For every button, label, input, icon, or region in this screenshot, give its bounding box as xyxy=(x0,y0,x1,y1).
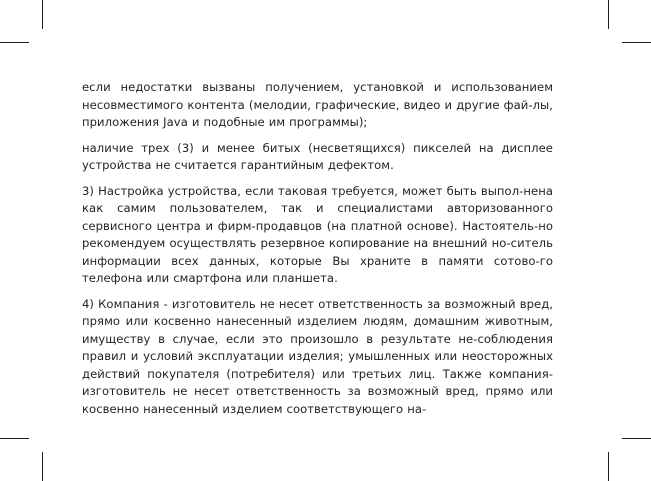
paragraph-device-setup: 3) Настройка устройства, если таковая требуется, может быть выпол-нена как самим пользователем, так и специалистами авторизованного сервисного центра и фирм-продавцов (на платной основе). Настоятель-но рекомендуем осуществлять резервное копирование на внешний но-ситель информации всех данных, которые Вы храните в памяти сотово-го телефона или смартфона или планшета. xyxy=(82,183,553,285)
crop-mark-top-left-vertical xyxy=(42,0,43,29)
crop-mark-bottom-left-horizontal xyxy=(0,438,29,439)
crop-mark-top-right-vertical xyxy=(608,0,609,29)
crop-mark-bottom-right-vertical xyxy=(608,452,609,481)
paragraph-liability: 4) Компания - изготовитель не несет ответственность за возможный вред, прямо или косвенно нанесенный изделием людям, домашним животным, имуществу в случае, если это произошло в результате не-соблюдения правил и условий эксплуатации изделия; умышленных или неосторожных действий покупателя (потребителя) или третьих лиц. Также компания-изготовитель не несет ответственность за возможный вред, прямо или косвенно нанесенный изделием соответствующего на- xyxy=(82,296,553,416)
paragraph-dead-pixels: наличие трех (3) и менее битых (несветящихся) пикселей на дисплее устройства не считается гарантийным дефектом. xyxy=(82,140,553,172)
crop-mark-bottom-right-horizontal xyxy=(622,438,651,439)
crop-mark-bottom-left-vertical xyxy=(42,452,43,481)
paragraph-incompatible-content: если недостатки вызваны получением, установкой и использованием несовместимого контента (мелодии, графические, видео и другие фай-лы, приложения Java и подобные им программы); xyxy=(82,80,553,129)
crop-mark-top-right-horizontal xyxy=(622,42,651,43)
crop-mark-top-left-horizontal xyxy=(0,42,29,43)
document-body xyxy=(82,79,553,426)
